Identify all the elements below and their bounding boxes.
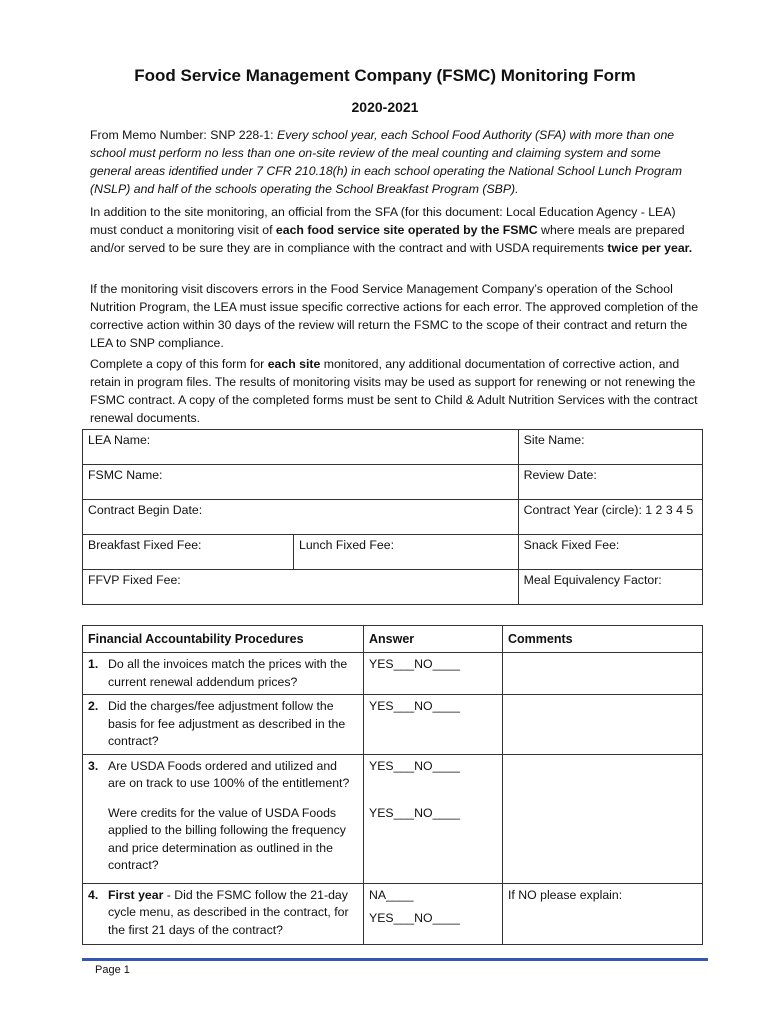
footer-divider <box>82 958 708 961</box>
meal-equivalency-field[interactable]: Meal Equivalency Factor: <box>518 570 702 605</box>
question-cell: 3. Are USDA Foods ordered and utilized and are on track to use 100% of the entitlement? Were credits for the value of USDA Foods applied to the billing following the frequency and price determination as outlined in the contract? <box>83 754 364 883</box>
intro-paragraph-memo: From Memo Number: SNP 228-1: Every school year, each School Food Authority (SFA) with more than one school must perform no less than one on-site review of the meal counting and claiming system and some general areas identified under 7 CFR 210.18(h) in each school operating the National School Lunch Program (NSLP) and half of the schools operating the School Breakfast Program (SBP). <box>90 128 682 196</box>
answer-cell[interactable]: YES___NO____ <box>364 695 503 755</box>
table-row <box>83 754 703 883</box>
question-cell: 4. First year - Did the FSMC follow the 21-day cycle menu, as described in the contract, for the first 21 days of the contract? <box>83 883 364 944</box>
answer-cell[interactable]: YES___NO____ YES___NO____ <box>364 754 503 883</box>
page-number: Page 1 <box>95 964 130 976</box>
lea-name-field[interactable]: LEA Name: <box>83 430 519 465</box>
table-row <box>83 653 703 695</box>
comment-cell[interactable] <box>503 695 703 755</box>
intro-paragraph-monitoring: In addition to the site monitoring, an official from the SFA (for this document: Local Education Agency - LEA) must conduct a monitoring visit of each food service site operated by the FSMC where meals are prepared and/or served to be sure they are in compliance with the contract and with USDA requirements twice per year. <box>90 205 693 255</box>
procedures-table <box>82 625 703 945</box>
contract-year-field[interactable]: Contract Year (circle): 1 2 3 4 5 <box>518 500 702 535</box>
snack-fee-field[interactable]: Snack Fixed Fee: <box>518 535 702 570</box>
question-cell: 1. Do all the invoices match the prices with the current renewal addendum prices? <box>83 653 364 695</box>
lunch-fee-field[interactable]: Lunch Fixed Fee: <box>294 535 519 570</box>
table-row <box>83 695 703 755</box>
site-name-field[interactable]: Site Name: <box>518 430 702 465</box>
contract-begin-date-field[interactable]: Contract Begin Date: <box>83 500 519 535</box>
intro-paragraph-errors: If the monitoring visit discovers errors in the Food Service Management Company’s operation of the School Nutrition Program, the LEA must issue specific corrective actions for each error. The approved completion of the corrective action within 30 days of the review will return the FSMC to the scope of their contract and return the LEA to SNP compliance. <box>90 282 699 350</box>
question-cell: 2. Did the charges/fee adjustment follow the basis for fee adjustment as described in the contract? <box>83 695 364 755</box>
ffvp-fee-field[interactable]: FFVP Fixed Fee: <box>83 570 519 605</box>
table-row <box>83 883 703 944</box>
comment-cell[interactable]: If NO please explain: <box>503 883 703 944</box>
page-title: Food Service Management Company (FSMC) Monitoring Form <box>134 66 636 85</box>
form-year: 2020-2021 <box>351 99 419 115</box>
comment-cell[interactable] <box>503 653 703 695</box>
header-answer: Answer <box>364 626 503 653</box>
fsmc-name-field[interactable]: FSMC Name: <box>83 465 519 500</box>
header-comments: Comments <box>503 626 703 653</box>
intro-paragraph-instructions: Complete a copy of this form for each site monitored, any additional documentation of corrective action, and retain in program files. The results of monitoring visits may be used as support for renewing or not renewing the FSMC contract. A copy of the completed forms must be sent to Child & Adult Nutrition Services with the contract renewal documents. <box>90 357 698 425</box>
answer-cell[interactable]: YES___NO____ <box>364 653 503 695</box>
procedures-header-row <box>83 626 703 653</box>
site-info-table <box>82 429 703 605</box>
comment-cell[interactable] <box>503 754 703 883</box>
review-date-field[interactable]: Review Date: <box>518 465 702 500</box>
breakfast-fee-field[interactable]: Breakfast Fixed Fee: <box>83 535 294 570</box>
header-procedures: Financial Accountability Procedures <box>83 626 364 653</box>
answer-cell[interactable]: NA____ YES___NO____ <box>364 883 503 944</box>
